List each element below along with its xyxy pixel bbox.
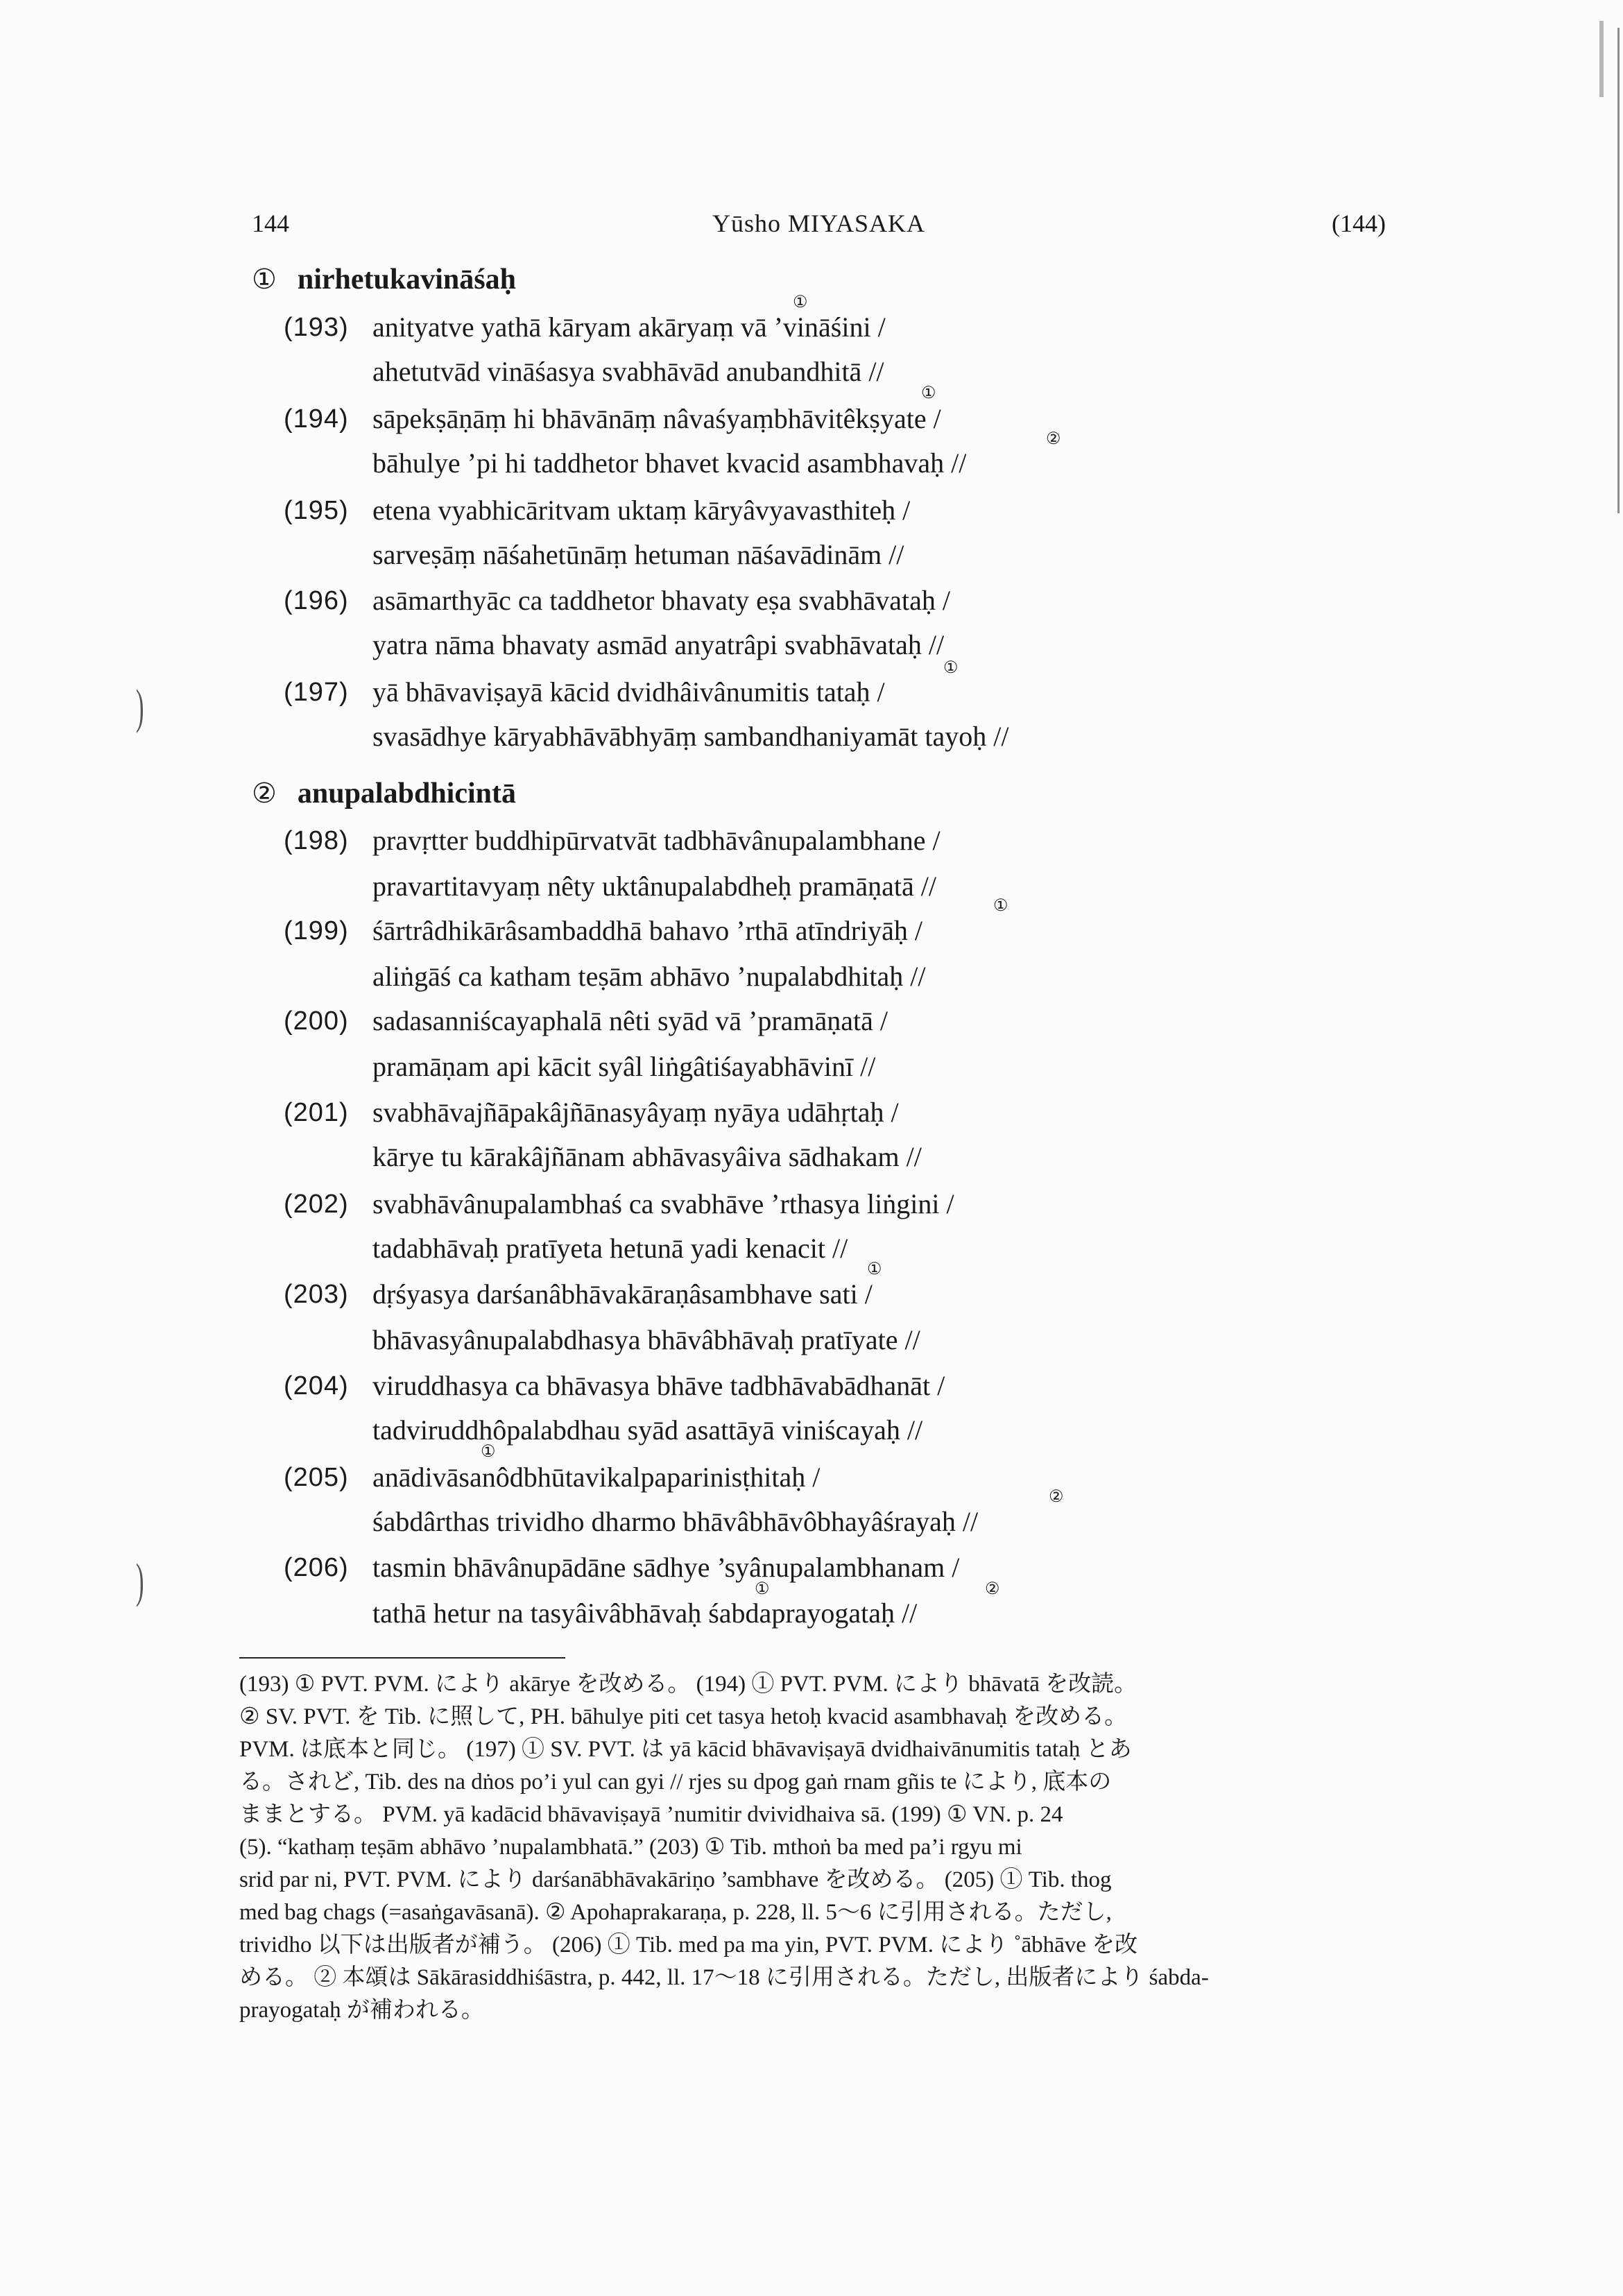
verse-number: (193): [284, 313, 349, 342]
verse-line: etena vyabhicāritvam uktaṃ kāryâvyavasthiteḥ /: [372, 495, 911, 526]
verse-line: bāhulye ’pi hi taddhetor bhavet kvacid asambhavaḥ //: [372, 447, 967, 479]
verse-line: dṛśyasya darśanâbhāvakāraṇâsambhave sati /: [372, 1278, 873, 1310]
verse-line: yatra nāma bhavaty asmād anyatrâpi svabhāvataḥ //: [372, 629, 945, 660]
verse-number: (199): [284, 916, 349, 945]
footnote-line: prayogataḥ が補われる。: [239, 1998, 484, 2023]
verse-number: (195): [284, 496, 349, 525]
verse-line: ahetutvād vināśasya svabhāvād anubandhitā //: [372, 356, 884, 387]
binding-hole-mark: ): [135, 680, 144, 734]
verse-line: asāmarthyāc ca taddhetor bhavaty eṣa svabhāvataḥ /: [372, 585, 950, 616]
author-name: Yūsho MIYASAKA: [712, 209, 926, 237]
scan-edge-line: [1617, 28, 1620, 513]
verse-line: svasādhye kāryabhāvābhyāṃ sambandhaniyamāt tayoḥ //: [372, 721, 1009, 752]
verse-line: śabdârthas trividho dharmo bhāvâbhāvôbhayâśrayaḥ //: [372, 1506, 979, 1537]
verse-line: svabhāvânupalambhaś ca svabhāve ’rthasya liṅgini /: [372, 1188, 954, 1219]
footnote-line: める。 ② 本頌は Sākārasiddhiśāstra, p. 442, ll. 17～18 に引用される。ただし, 出版者により śabda-: [239, 1965, 1209, 1990]
verse-line: pravṛtter buddhipūrvatvāt tadbhāvânupalambhane /: [372, 825, 941, 856]
footnote-line: ままとする。 PVM. yā kadācid bhāvaviṣayā ’numitir dvividhaiva sā. (199) ① VN. p. 24: [239, 1802, 1063, 1827]
verse-line: yā bhāvaviṣayā kācid dvidhâivânumitis tataḥ /: [372, 676, 885, 708]
verse-number: (204): [284, 1371, 349, 1400]
verse-line: viruddhasya ca bhāvasya bhāve tadbhāvabādhanāt /: [372, 1370, 945, 1401]
verse-line: tathā hetur na tasyâivâbhāvaḥ śabdaprayogataḥ //: [372, 1597, 918, 1629]
verse-number: (203): [284, 1280, 349, 1309]
section-marker: ①: [252, 264, 277, 295]
verse-line: svabhāvajñāpakâjñānasyâyaṃ nyāya udāhṛtaḥ /: [372, 1097, 899, 1128]
page-number: 144: [252, 209, 289, 237]
verse-number: (201): [284, 1098, 349, 1127]
footnote-line: ② SV. PVT. を Tib. に照して, PH. bāhulye piti cet tasya hetoḥ kvacid asambhavaḥ を改める。: [239, 1704, 1128, 1729]
footnote-line: srid par ni, PVT. PVM. により darśanābhāvakāriṇo ’sambhave を改める。 (205) ① Tib. thog: [239, 1867, 1112, 1892]
scan-edge-mark: [1599, 21, 1604, 97]
section-heading: [252, 258, 516, 301]
section-marker: ②: [252, 778, 277, 809]
note-mark: ①: [993, 897, 1008, 915]
page-number-paren: (144): [1332, 209, 1386, 237]
verse-line: tadviruddhôpalabdhau syād asattāyā viniścayaḥ //: [372, 1414, 923, 1446]
note-mark: ①: [943, 659, 959, 677]
verse-line: sāpekṣāṇāṃ hi bhāvānāṃ nâvaśyaṃbhāvitêkṣyate /: [372, 403, 941, 434]
verse-line: kārye tu kārakâjñānam abhāvasyâiva sādhakam //: [372, 1141, 922, 1172]
verse-line: sarveṣāṃ nāśahetūnāṃ hetuman nāśavādinām //: [372, 539, 904, 570]
footnote-rule: [239, 1657, 565, 1659]
footnotes: [239, 1668, 1418, 2027]
note-mark: ①: [481, 1443, 496, 1461]
verse-line: sadasanniścayaphalā nêti syād vā ’pramāṇatā /: [372, 1005, 888, 1036]
verse-number: (198): [284, 826, 349, 855]
verse-number: (197): [284, 678, 349, 707]
verse-line: tasmin bhāvânupādāne sādhye ’syânupalambhanam /: [372, 1552, 960, 1583]
verse-number: (200): [284, 1006, 349, 1036]
binding-hole-mark: ): [135, 1554, 144, 1608]
footnote-line: (5). “kathaṃ teṣām abhāvo ’nupalambhatā.” (203) ① Tib. mthoṅ ba med pa’i rgyu mi: [239, 1835, 1022, 1860]
verse-number: (202): [284, 1190, 349, 1219]
verse-line: tadabhāvaḥ pratīyeta hetunā yadi kenacit //: [372, 1233, 848, 1264]
section-title: anupalabdhicintā: [297, 778, 517, 809]
note-mark: ②: [1049, 1488, 1064, 1506]
footnote-line: PVM. は底本と同じ。 (197) ① SV. PVT. は yā kācid bhāvaviṣayā dvidhaivānumitis tataḥ とあ: [239, 1737, 1132, 1762]
verse-line: pravartitavyaṃ nêty uktânupalabdheḥ pramāṇatā //: [372, 871, 937, 902]
verse-line: bhāvasyânupalabdhasya bhāvâbhāvaḥ pratīyate //: [372, 1324, 920, 1355]
note-mark: ①: [793, 293, 808, 311]
note-mark: ②: [985, 1580, 1000, 1598]
footnote-line: る。されど, Tib. des na dṅos po’i yul can gyi // rjes su dpog gaṅ rnam gñis te により, 底本の: [239, 1770, 1112, 1794]
note-mark: ②: [1046, 430, 1061, 448]
section-title: nirhetukavināśaḥ: [297, 264, 516, 295]
verse-line: śārtrâdhikārâsambaddhā bahavo ’rthā atīndriyāḥ /: [372, 915, 923, 946]
verse-line: aliṅgāś ca katham teṣām abhāvo ’nupalabdhitaḥ //: [372, 961, 926, 992]
section-heading: [252, 772, 516, 815]
verse-number: (206): [284, 1553, 349, 1582]
verse-line: pramāṇam api kācit syâl liṅgâtiśayabhāvinī //: [372, 1051, 876, 1082]
footnote-line: (193) ① PVT. PVM. により akārye を改める。 (194) ① PVT. PVM. により bhāvatā を改読。: [239, 1672, 1137, 1697]
running-header: [252, 203, 1386, 244]
verse-number: (194): [284, 404, 349, 434]
note-mark: ①: [755, 1580, 770, 1598]
verse-number: (205): [284, 1463, 349, 1492]
note-mark: ①: [921, 384, 936, 402]
verse-line: anādivāsanôdbhūtavikalpaparinisṭhitaḥ /: [372, 1462, 821, 1493]
footnote-line: trividho 以下は出版者が補う。 (206) ① Tib. med pa ma yin, PVT. PVM. により ˚ābhāve を改: [239, 1933, 1138, 1957]
note-mark: ①: [867, 1260, 882, 1278]
verse-line: anityatve yathā kāryam akāryaṃ vā ’vināśini /: [372, 311, 886, 343]
footnote-line: med bag chags (=asaṅgavāsanā). ② Apohaprakaraṇa, p. 228, ll. 5～6 に引用される。ただし,: [239, 1900, 1112, 1925]
verse-number: (196): [284, 586, 349, 615]
